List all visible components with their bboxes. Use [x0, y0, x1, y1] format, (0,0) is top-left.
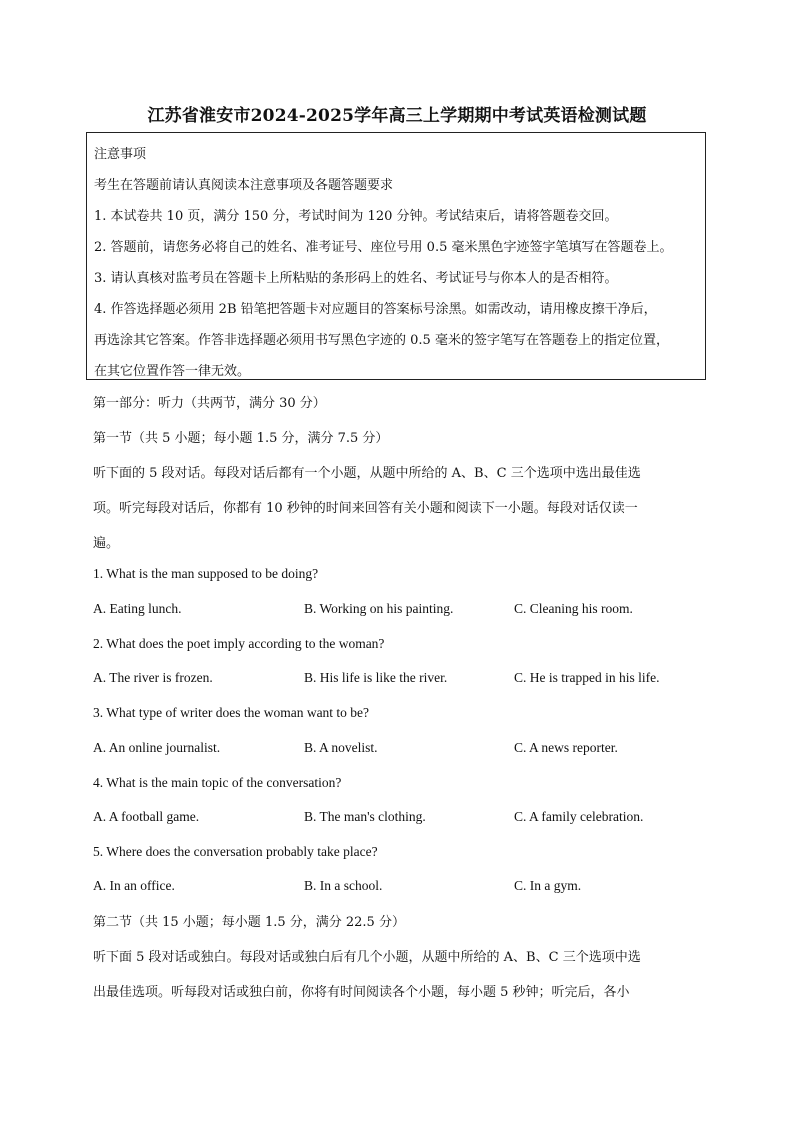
- option-c: C. A family celebration.: [514, 809, 644, 824]
- option-a: A. In an office.: [93, 878, 175, 893]
- section2-instructions: 听下面 5 段对话或独白。每段对话或独白后有几个小题，从题中所给的 A、B、C 三个选项中选: [93, 950, 641, 965]
- page-title: 江苏省淮安市2024-2025学年高三上学期期中考试英语检测试题: [147, 106, 647, 126]
- option-b: B. The man's clothing.: [304, 809, 426, 824]
- notice-line: 再选涂其它答案。作答非选择题必须用书写黑色字迹的 0.5 毫米的签字笔写在答题卷上的指定位置，: [94, 333, 669, 348]
- option-b: B. A novelist.: [304, 740, 378, 755]
- option-c: C. Cleaning his room.: [514, 601, 633, 616]
- notice-line: 在其它位置作答一律无效。: [94, 364, 251, 379]
- notice-line: 3. 请认真核对监考员在答题卡上所粘贴的条形码上的姓名、考试证号与你本人的是否相符。: [94, 271, 618, 286]
- section1-instructions: 听下面的 5 段对话。每段对话后都有一个小题，从题中所给的 A、B、C 三个选项中选出最佳选: [93, 466, 641, 481]
- option-b: B. In a school.: [304, 878, 383, 893]
- section1-instructions: 项。听完每段对话后，你都有 10 秒钟的时间来回答有关小题和阅读下一小题。每段对话仅读一: [93, 501, 638, 516]
- notice-heading: 注意事项: [94, 147, 147, 162]
- option-c: C. A news reporter.: [514, 740, 618, 755]
- question-stem: 1. What is the man supposed to be doing?: [93, 566, 319, 581]
- part1-heading: 第一部分：听力（共两节，满分 30 分）: [93, 396, 326, 411]
- option-c: C. In a gym.: [514, 878, 582, 893]
- option-c: C. He is trapped in his life.: [514, 670, 660, 685]
- question-stem: 4. What is the main topic of the conversation?: [93, 775, 342, 790]
- notice-line: 1. 本试卷共 10 页，满分 150 分，考试时间为 120 分钟。考试结束后，请将答题卷交回。: [94, 209, 618, 224]
- notice-line: 2. 答题前，请您务必将自己的姓名、准考证号、座位号用 0.5 毫米黑色字迹签字笔填写在答题卷上。: [94, 240, 673, 255]
- question-stem: 2. What does the poet imply according to the woman?: [93, 636, 385, 651]
- option-a: A. Eating lunch.: [93, 601, 182, 616]
- option-b: B. His life is like the river.: [304, 670, 448, 685]
- section2-heading: 第二节（共 15 小题；每小题 1.5 分，满分 22.5 分）: [93, 915, 405, 930]
- notice-box: [86, 132, 706, 380]
- section1-heading: 第一节（共 5 小题；每小题 1.5 分，满分 7.5 分）: [93, 431, 389, 446]
- notice-line: 考生在答题前请认真阅读本注意事项及各题答题要求: [94, 178, 394, 193]
- option-a: A. A football game.: [93, 809, 200, 824]
- section2-instructions: 出最佳选项。听每段对话或独白前，你将有时间阅读各个小题，每小题 5 秒钟；听完后，各小: [93, 985, 630, 1000]
- notice-line: 4. 作答选择题必须用 2B 铅笔把答题卡对应题目的答案标号涂黑。如需改动，请用橡皮擦干净后，: [94, 302, 657, 317]
- section1-instructions: 遍。: [93, 536, 120, 551]
- question-stem: 3. What type of writer does the woman want to be?: [93, 705, 370, 720]
- option-b: B. Working on his painting.: [304, 601, 454, 616]
- option-a: A. An online journalist.: [93, 740, 221, 755]
- option-a: A. The river is frozen.: [93, 670, 213, 685]
- question-stem: 5. Where does the conversation probably take place?: [93, 844, 378, 859]
